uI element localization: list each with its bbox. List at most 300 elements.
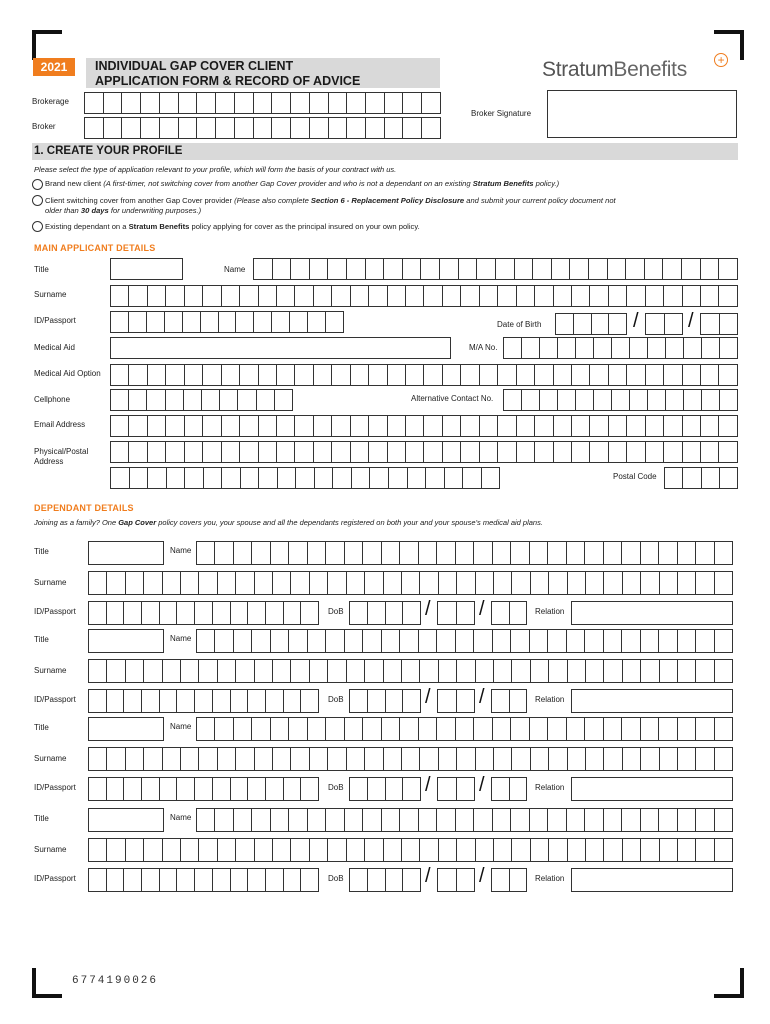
input-cell[interactable] bbox=[271, 542, 289, 564]
input-cell[interactable] bbox=[219, 312, 237, 332]
dependant-1-title-input[interactable] bbox=[88, 541, 164, 565]
input-cell[interactable] bbox=[89, 572, 107, 594]
dependant-3-dob-day[interactable] bbox=[349, 777, 421, 801]
input-cell[interactable] bbox=[271, 630, 289, 652]
input-cell[interactable] bbox=[666, 390, 684, 410]
input-cell[interactable] bbox=[215, 718, 233, 740]
input-cell[interactable] bbox=[215, 630, 233, 652]
input-cell[interactable] bbox=[548, 718, 566, 740]
input-cell[interactable] bbox=[222, 365, 240, 385]
input-cell[interactable] bbox=[424, 416, 442, 436]
input-cell[interactable] bbox=[715, 748, 732, 770]
input-cell[interactable] bbox=[107, 869, 125, 891]
dependant-1-dob-month[interactable] bbox=[437, 601, 475, 625]
input-cell[interactable] bbox=[177, 602, 195, 624]
input-cell[interactable] bbox=[402, 839, 420, 861]
dob-year-input[interactable] bbox=[700, 313, 738, 335]
input-cell[interactable] bbox=[185, 286, 203, 306]
input-cell[interactable] bbox=[195, 602, 213, 624]
input-cell[interactable] bbox=[572, 442, 590, 462]
input-cell[interactable] bbox=[235, 118, 254, 138]
input-cell[interactable] bbox=[310, 660, 328, 682]
input-cell[interactable] bbox=[641, 630, 659, 652]
input-cell[interactable] bbox=[493, 718, 511, 740]
input-cell[interactable] bbox=[107, 602, 125, 624]
input-cell[interactable] bbox=[701, 365, 719, 385]
input-cell[interactable] bbox=[645, 259, 664, 279]
input-cell[interactable] bbox=[684, 390, 702, 410]
dependant-3-surname-input[interactable] bbox=[88, 747, 733, 771]
input-cell[interactable] bbox=[235, 93, 254, 113]
input-cell[interactable] bbox=[422, 93, 440, 113]
input-cell[interactable] bbox=[111, 390, 129, 410]
input-cell[interactable] bbox=[273, 748, 291, 770]
input-cell[interactable] bbox=[568, 748, 586, 770]
input-cell[interactable] bbox=[549, 839, 567, 861]
dependant-4-dob-day[interactable] bbox=[349, 868, 421, 892]
input-cell[interactable] bbox=[494, 839, 512, 861]
dependant-1-relation-input[interactable] bbox=[571, 601, 733, 625]
input-cell[interactable] bbox=[130, 468, 149, 488]
input-cell[interactable] bbox=[648, 390, 666, 410]
input-cell[interactable] bbox=[678, 660, 696, 682]
input-cell[interactable] bbox=[310, 748, 328, 770]
input-cell[interactable] bbox=[368, 602, 386, 624]
input-cell[interactable] bbox=[329, 118, 348, 138]
input-cell[interactable] bbox=[333, 468, 352, 488]
input-cell[interactable] bbox=[456, 630, 474, 652]
input-cell[interactable] bbox=[195, 869, 213, 891]
input-cell[interactable] bbox=[549, 660, 567, 682]
input-cell[interactable] bbox=[504, 338, 522, 358]
input-cell[interactable] bbox=[510, 602, 527, 624]
input-cell[interactable] bbox=[257, 390, 275, 410]
input-cell[interactable] bbox=[332, 286, 350, 306]
input-cell[interactable] bbox=[482, 468, 500, 488]
cellphone-input[interactable] bbox=[110, 389, 293, 411]
dependant-1-dob-day[interactable] bbox=[349, 601, 421, 625]
input-cell[interactable] bbox=[531, 660, 549, 682]
name-input[interactable] bbox=[253, 258, 738, 280]
input-cell[interactable] bbox=[461, 442, 479, 462]
input-cell[interactable] bbox=[715, 572, 732, 594]
input-cell[interactable] bbox=[166, 416, 184, 436]
input-cell[interactable] bbox=[504, 390, 522, 410]
input-cell[interactable] bbox=[474, 718, 492, 740]
input-cell[interactable] bbox=[308, 312, 326, 332]
input-cell[interactable] bbox=[254, 118, 273, 138]
input-cell[interactable] bbox=[179, 93, 198, 113]
input-cell[interactable] bbox=[719, 365, 736, 385]
input-cell[interactable] bbox=[498, 365, 516, 385]
input-cell[interactable] bbox=[291, 118, 310, 138]
input-cell[interactable] bbox=[493, 542, 511, 564]
input-cell[interactable] bbox=[641, 542, 659, 564]
input-cell[interactable] bbox=[272, 93, 291, 113]
input-cell[interactable] bbox=[474, 630, 492, 652]
input-cell[interactable] bbox=[457, 602, 475, 624]
input-cell[interactable] bbox=[218, 572, 236, 594]
input-cell[interactable] bbox=[554, 365, 572, 385]
dependant-1-dob-year[interactable] bbox=[491, 601, 527, 625]
input-cell[interactable] bbox=[308, 542, 326, 564]
input-cell[interactable] bbox=[89, 869, 107, 891]
input-cell[interactable] bbox=[382, 630, 400, 652]
input-cell[interactable] bbox=[310, 572, 328, 594]
input-cell[interactable] bbox=[220, 390, 238, 410]
input-cell[interactable] bbox=[420, 660, 438, 682]
input-cell[interactable] bbox=[126, 660, 144, 682]
input-cell[interactable] bbox=[254, 312, 272, 332]
input-cell[interactable] bbox=[129, 390, 147, 410]
input-cell[interactable] bbox=[443, 365, 461, 385]
input-cell[interactable] bbox=[492, 690, 510, 712]
input-cell[interactable] bbox=[515, 259, 534, 279]
input-cell[interactable] bbox=[400, 718, 418, 740]
input-cell[interactable] bbox=[163, 748, 181, 770]
input-cell[interactable] bbox=[365, 660, 383, 682]
input-cell[interactable] bbox=[535, 365, 553, 385]
input-cell[interactable] bbox=[439, 660, 457, 682]
input-cell[interactable] bbox=[252, 718, 270, 740]
input-cell[interactable] bbox=[531, 572, 549, 594]
input-cell[interactable] bbox=[439, 839, 457, 861]
input-cell[interactable] bbox=[199, 839, 217, 861]
input-cell[interactable] bbox=[254, 259, 273, 279]
input-cell[interactable] bbox=[720, 314, 738, 334]
input-cell[interactable] bbox=[594, 390, 612, 410]
input-cell[interactable] bbox=[567, 809, 585, 831]
input-cell[interactable] bbox=[301, 869, 318, 891]
input-cell[interactable] bbox=[530, 630, 548, 652]
input-cell[interactable] bbox=[664, 416, 682, 436]
input-cell[interactable] bbox=[347, 118, 366, 138]
dependant-2-title-input[interactable] bbox=[88, 629, 164, 653]
input-cell[interactable] bbox=[622, 718, 640, 740]
input-cell[interactable] bbox=[278, 468, 297, 488]
input-cell[interactable] bbox=[510, 690, 527, 712]
input-cell[interactable] bbox=[666, 338, 684, 358]
input-cell[interactable] bbox=[363, 542, 381, 564]
input-cell[interactable] bbox=[426, 468, 445, 488]
input-cell[interactable] bbox=[252, 809, 270, 831]
input-cell[interactable] bbox=[203, 365, 221, 385]
email-address-input[interactable] bbox=[110, 415, 738, 437]
input-cell[interactable] bbox=[289, 542, 307, 564]
input-cell[interactable] bbox=[498, 416, 516, 436]
input-cell[interactable] bbox=[576, 390, 594, 410]
dob-day-input[interactable] bbox=[555, 313, 627, 335]
dependant-4-dob-year[interactable] bbox=[491, 868, 527, 892]
input-cell[interactable] bbox=[277, 416, 295, 436]
input-cell[interactable] bbox=[369, 442, 387, 462]
input-cell[interactable] bbox=[166, 286, 184, 306]
input-cell[interactable] bbox=[604, 718, 622, 740]
input-cell[interactable] bbox=[328, 839, 346, 861]
input-cell[interactable] bbox=[179, 118, 198, 138]
input-cell[interactable] bbox=[148, 416, 166, 436]
input-cell[interactable] bbox=[719, 286, 736, 306]
input-cell[interactable] bbox=[572, 286, 590, 306]
input-cell[interactable] bbox=[641, 839, 659, 861]
input-cell[interactable] bbox=[382, 718, 400, 740]
input-cell[interactable] bbox=[129, 365, 147, 385]
input-cell[interactable] bbox=[420, 748, 438, 770]
option-existing-dependant-radio[interactable] bbox=[32, 221, 43, 232]
input-cell[interactable] bbox=[461, 286, 479, 306]
input-cell[interactable] bbox=[594, 338, 612, 358]
input-cell[interactable] bbox=[496, 259, 515, 279]
input-cell[interactable] bbox=[124, 690, 142, 712]
input-cell[interactable] bbox=[663, 259, 682, 279]
input-cell[interactable] bbox=[492, 778, 510, 800]
input-cell[interactable] bbox=[456, 809, 474, 831]
input-cell[interactable] bbox=[540, 390, 558, 410]
input-cell[interactable] bbox=[218, 839, 236, 861]
input-cell[interactable] bbox=[277, 442, 295, 462]
surname-input[interactable] bbox=[110, 285, 738, 307]
input-cell[interactable] bbox=[301, 690, 318, 712]
input-cell[interactable] bbox=[437, 630, 455, 652]
input-cell[interactable] bbox=[576, 338, 594, 358]
input-cell[interactable] bbox=[590, 442, 608, 462]
ma-no-input[interactable] bbox=[503, 337, 738, 359]
dob-month-input[interactable] bbox=[645, 313, 683, 335]
input-cell[interactable] bbox=[144, 839, 162, 861]
input-cell[interactable] bbox=[385, 118, 404, 138]
input-cell[interactable] bbox=[272, 312, 290, 332]
input-cell[interactable] bbox=[696, 839, 714, 861]
input-cell[interactable] bbox=[440, 259, 459, 279]
input-cell[interactable] bbox=[424, 365, 442, 385]
input-cell[interactable] bbox=[641, 660, 659, 682]
input-cell[interactable] bbox=[240, 286, 258, 306]
input-cell[interactable] bbox=[347, 259, 366, 279]
input-cell[interactable] bbox=[203, 442, 221, 462]
input-cell[interactable] bbox=[512, 839, 530, 861]
dependant-1-id-input[interactable] bbox=[88, 601, 319, 625]
input-cell[interactable] bbox=[660, 572, 678, 594]
input-cell[interactable] bbox=[148, 468, 167, 488]
input-cell[interactable] bbox=[222, 468, 241, 488]
input-cell[interactable] bbox=[254, 93, 273, 113]
input-cell[interactable] bbox=[308, 809, 326, 831]
input-cell[interactable] bbox=[201, 312, 219, 332]
input-cell[interactable] bbox=[111, 468, 130, 488]
input-cell[interactable] bbox=[568, 572, 586, 594]
input-cell[interactable] bbox=[332, 416, 350, 436]
input-cell[interactable] bbox=[480, 442, 498, 462]
input-cell[interactable] bbox=[213, 869, 231, 891]
input-cell[interactable] bbox=[627, 365, 645, 385]
input-cell[interactable] bbox=[365, 572, 383, 594]
input-cell[interactable] bbox=[160, 869, 178, 891]
input-cell[interactable] bbox=[185, 468, 204, 488]
dependant-1-name-input[interactable] bbox=[196, 541, 733, 565]
input-cell[interactable] bbox=[326, 809, 344, 831]
input-cell[interactable] bbox=[181, 660, 199, 682]
input-cell[interactable] bbox=[456, 542, 474, 564]
input-cell[interactable] bbox=[213, 690, 231, 712]
input-cell[interactable] bbox=[345, 809, 363, 831]
input-cell[interactable] bbox=[351, 442, 369, 462]
input-cell[interactable] bbox=[457, 572, 475, 594]
input-cell[interactable] bbox=[457, 869, 475, 891]
input-cell[interactable] bbox=[585, 809, 603, 831]
input-cell[interactable] bbox=[328, 748, 346, 770]
input-cell[interactable] bbox=[421, 259, 440, 279]
input-cell[interactable] bbox=[627, 286, 645, 306]
input-cell[interactable] bbox=[438, 602, 457, 624]
dependant-2-name-input[interactable] bbox=[196, 629, 733, 653]
input-cell[interactable] bbox=[284, 690, 302, 712]
input-cell[interactable] bbox=[111, 365, 129, 385]
input-cell[interactable] bbox=[494, 748, 512, 770]
input-cell[interactable] bbox=[510, 869, 527, 891]
input-cell[interactable] bbox=[272, 118, 291, 138]
input-cell[interactable] bbox=[604, 839, 622, 861]
input-cell[interactable] bbox=[572, 416, 590, 436]
input-cell[interactable] bbox=[646, 365, 664, 385]
input-cell[interactable] bbox=[144, 660, 162, 682]
input-cell[interactable] bbox=[231, 690, 249, 712]
input-cell[interactable] bbox=[266, 602, 284, 624]
input-cell[interactable] bbox=[498, 286, 516, 306]
input-cell[interactable] bbox=[586, 572, 604, 594]
dependant-1-surname-input[interactable] bbox=[88, 571, 733, 595]
input-cell[interactable] bbox=[160, 118, 179, 138]
input-cell[interactable] bbox=[511, 809, 529, 831]
input-cell[interactable] bbox=[107, 839, 125, 861]
input-cell[interactable] bbox=[586, 660, 604, 682]
input-cell[interactable] bbox=[107, 690, 125, 712]
input-cell[interactable] bbox=[511, 542, 529, 564]
input-cell[interactable] bbox=[350, 602, 368, 624]
input-cell[interactable] bbox=[203, 286, 221, 306]
input-cell[interactable] bbox=[586, 839, 604, 861]
input-cell[interactable] bbox=[329, 93, 348, 113]
input-cell[interactable] bbox=[386, 690, 404, 712]
input-cell[interactable] bbox=[646, 286, 664, 306]
input-cell[interactable] bbox=[609, 442, 627, 462]
input-cell[interactable] bbox=[370, 468, 389, 488]
input-cell[interactable] bbox=[185, 365, 203, 385]
input-cell[interactable] bbox=[197, 718, 215, 740]
input-cell[interactable] bbox=[535, 286, 553, 306]
input-cell[interactable] bbox=[567, 542, 585, 564]
input-cell[interactable] bbox=[382, 542, 400, 564]
input-cell[interactable] bbox=[512, 572, 530, 594]
input-cell[interactable] bbox=[715, 542, 732, 564]
input-cell[interactable] bbox=[659, 809, 677, 831]
input-cell[interactable] bbox=[184, 390, 202, 410]
input-cell[interactable] bbox=[457, 839, 475, 861]
input-cell[interactable] bbox=[678, 542, 696, 564]
input-cell[interactable] bbox=[231, 778, 249, 800]
input-cell[interactable] bbox=[310, 839, 328, 861]
input-cell[interactable] bbox=[218, 748, 236, 770]
input-cell[interactable] bbox=[236, 748, 254, 770]
input-cell[interactable] bbox=[630, 390, 648, 410]
input-cell[interactable] bbox=[406, 286, 424, 306]
input-cell[interactable] bbox=[535, 442, 553, 462]
input-cell[interactable] bbox=[347, 660, 365, 682]
input-cell[interactable] bbox=[255, 748, 273, 770]
input-cell[interactable] bbox=[351, 416, 369, 436]
input-cell[interactable] bbox=[574, 314, 592, 334]
input-cell[interactable] bbox=[402, 748, 420, 770]
input-cell[interactable] bbox=[199, 660, 217, 682]
input-cell[interactable] bbox=[456, 718, 474, 740]
input-cell[interactable] bbox=[457, 660, 475, 682]
input-cell[interactable] bbox=[308, 630, 326, 652]
input-cell[interactable] bbox=[289, 718, 307, 740]
input-cell[interactable] bbox=[166, 390, 184, 410]
input-cell[interactable] bbox=[240, 365, 258, 385]
input-cell[interactable] bbox=[590, 416, 608, 436]
input-cell[interactable] bbox=[284, 869, 302, 891]
input-cell[interactable] bbox=[660, 660, 678, 682]
input-cell[interactable] bbox=[589, 259, 608, 279]
id-passport-input[interactable] bbox=[110, 311, 344, 333]
input-cell[interactable] bbox=[696, 809, 714, 831]
input-cell[interactable] bbox=[492, 869, 510, 891]
input-cell[interactable] bbox=[213, 602, 231, 624]
input-cell[interactable] bbox=[623, 660, 641, 682]
input-cell[interactable] bbox=[678, 809, 696, 831]
input-cell[interactable] bbox=[160, 93, 179, 113]
input-cell[interactable] bbox=[291, 93, 310, 113]
input-cell[interactable] bbox=[386, 778, 404, 800]
input-cell[interactable] bbox=[291, 259, 310, 279]
input-cell[interactable] bbox=[388, 286, 406, 306]
input-cell[interactable] bbox=[474, 809, 492, 831]
input-cell[interactable] bbox=[347, 748, 365, 770]
input-cell[interactable] bbox=[177, 778, 195, 800]
input-cell[interactable] bbox=[166, 365, 184, 385]
input-cell[interactable] bbox=[535, 416, 553, 436]
input-cell[interactable] bbox=[368, 690, 386, 712]
input-cell[interactable] bbox=[165, 312, 183, 332]
input-cell[interactable] bbox=[402, 572, 420, 594]
input-cell[interactable] bbox=[147, 390, 165, 410]
input-cell[interactable] bbox=[494, 660, 512, 682]
input-cell[interactable] bbox=[369, 416, 387, 436]
input-cell[interactable] bbox=[144, 748, 162, 770]
input-cell[interactable] bbox=[199, 748, 217, 770]
input-cell[interactable] bbox=[326, 312, 343, 332]
input-cell[interactable] bbox=[586, 748, 604, 770]
input-cell[interactable] bbox=[403, 778, 420, 800]
input-cell[interactable] bbox=[124, 602, 142, 624]
input-cell[interactable] bbox=[715, 839, 732, 861]
input-cell[interactable] bbox=[148, 286, 166, 306]
input-cell[interactable] bbox=[241, 468, 260, 488]
input-cell[interactable] bbox=[89, 839, 107, 861]
input-cell[interactable] bbox=[719, 442, 736, 462]
input-cell[interactable] bbox=[365, 839, 383, 861]
alternative-contact-input[interactable] bbox=[503, 389, 738, 411]
input-cell[interactable] bbox=[683, 416, 701, 436]
input-cell[interactable] bbox=[696, 660, 714, 682]
input-cell[interactable] bbox=[494, 572, 512, 594]
input-cell[interactable] bbox=[352, 468, 371, 488]
input-cell[interactable] bbox=[314, 416, 332, 436]
input-cell[interactable] bbox=[646, 314, 665, 334]
input-cell[interactable] bbox=[477, 259, 496, 279]
input-cell[interactable] bbox=[612, 338, 630, 358]
input-cell[interactable] bbox=[403, 118, 422, 138]
